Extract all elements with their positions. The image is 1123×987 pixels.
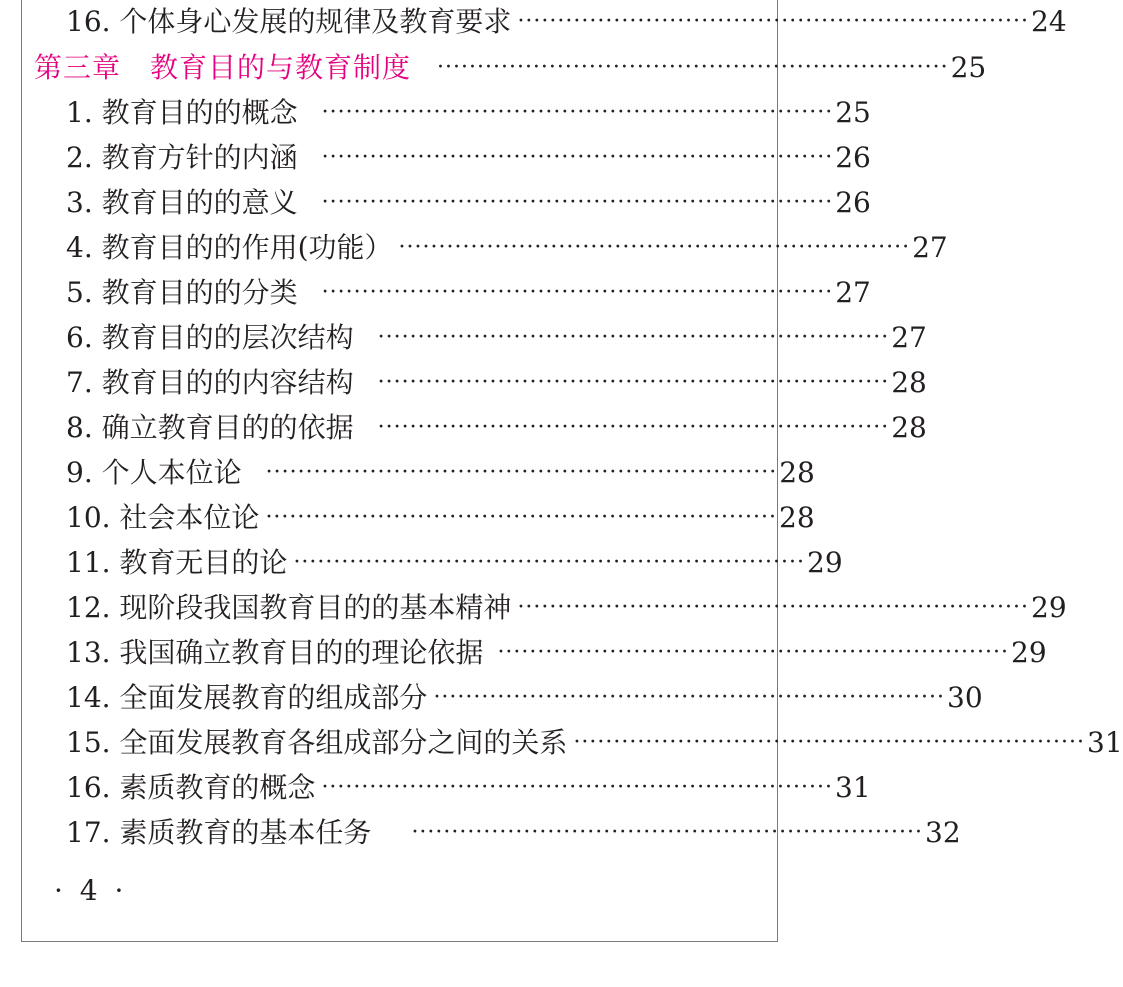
toc-leader-dots: ································································ [433,685,945,710]
toc-entry-page: 28 [891,411,927,444]
toc-entry-page: 26 [835,141,871,174]
toc-entry-page: 24 [1031,5,1067,38]
toc-entry-label: 9. 个人本位论 [66,456,242,489]
toc-leader-dots: ································································ [321,280,834,305]
toc-entry-page: 28 [779,456,815,489]
toc-entry [66,136,871,180]
toc-entry-label: 14. 全面发展教育的组成部分 [66,681,428,714]
toc-entry [66,181,871,225]
toc-entry-label: 3. 教育目的的意义 [66,186,298,219]
toc-leader-dots: ································································ [321,190,834,215]
toc-leader-dots: ································································ [517,9,1029,34]
toc-entry-page: 27 [835,276,871,309]
toc-leader-dots: ································································ [321,100,834,125]
toc-entry-label: 11. 教育无目的论 [66,546,288,579]
toc-entry-label: 13. 我国确立教育目的的理论依据 [66,636,484,669]
toc-leader-dots: ································································ [497,640,1009,665]
toc-entry [66,361,927,405]
toc-entry-label: 10. 社会本位论 [66,501,260,534]
toc-entry [66,721,1123,765]
toc-entry [66,271,871,315]
toc-entry [66,0,1067,44]
toc-entry [66,226,948,270]
toc-entry-label: 17. 素质教育的基本任务 [66,816,372,849]
toc-entry [66,316,927,360]
toc-chapter-heading [34,46,987,90]
toc-entry-page: 29 [1011,636,1047,669]
toc-entry [66,496,815,540]
toc-entry-label: 12. 现阶段我国教育目的的基本精神 [66,591,512,624]
toc-entry-label: 6. 教育目的的层次结构 [66,321,354,354]
toc-leader-dots: ································································ [265,505,777,530]
toc-entry-label: 5. 教育目的的分类 [66,276,298,309]
toc-leader-dots: ································································ [398,235,911,260]
toc-entry [66,766,871,810]
toc-entry-label: 8. 确立教育目的的依据 [66,411,354,444]
toc-entry-label: 2. 教育方针的内涵 [66,141,298,174]
toc-leader-dots: ································································ [517,595,1029,620]
toc-leader-dots: ································································ [321,775,833,800]
toc-leader-dots: ································································ [377,370,890,395]
toc-entry-page: 32 [925,816,961,849]
toc-entry-page: 27 [891,321,927,354]
toc-entry [66,451,815,495]
toc-entry [66,406,927,450]
toc-entry-page: 30 [947,681,983,714]
toc-entry-page: 25 [835,96,871,129]
page-number: · 4 · [54,874,128,907]
toc-entry-label: 16. 素质教育的概念 [66,771,316,804]
toc-entry-page: 31 [1087,726,1123,759]
toc-entry [66,811,961,855]
toc-leader-dots: ································································ [437,55,949,80]
toc-entry-label: 7. 教育目的的内容结构 [66,366,354,399]
toc-entry-page: 28 [891,366,927,399]
toc-entry-page: 29 [807,546,843,579]
toc-entry [66,631,1047,675]
toc-entry-label: 16. 个体身心发展的规律及教育要求 [66,5,512,38]
toc-entry-page: 31 [835,771,871,804]
toc-entry-page: 29 [1031,591,1067,624]
toc-entry [66,91,871,135]
toc-entry-page: 27 [912,231,948,264]
toc-entry-label: 4. 教育目的的作用(功能） [66,231,393,264]
toc-chapter-label: 第三章 教育目的与教育制度 [34,51,412,84]
toc-leader-dots: ································································ [573,730,1085,755]
toc-entry-page: 28 [779,501,815,534]
toc-leader-dots: ································································ [377,415,890,440]
toc-leader-dots: ································································ [377,325,890,350]
toc-entry-label: 15. 全面发展教育各组成部分之间的关系 [66,726,568,759]
toc-leader-dots: ································································ [321,145,834,170]
toc-leader-dots: ································································ [265,460,778,485]
toc-entry [66,676,983,720]
toc-entry [66,541,843,585]
toc-leader-dots: ································································ [293,550,805,575]
toc-entry-page: 25 [950,51,987,84]
toc-entry [66,586,1067,630]
toc-entry-page: 26 [835,186,871,219]
toc-entry-label: 1. 教育目的的概念 [66,96,298,129]
toc-leader-dots: ································································ [411,820,923,845]
